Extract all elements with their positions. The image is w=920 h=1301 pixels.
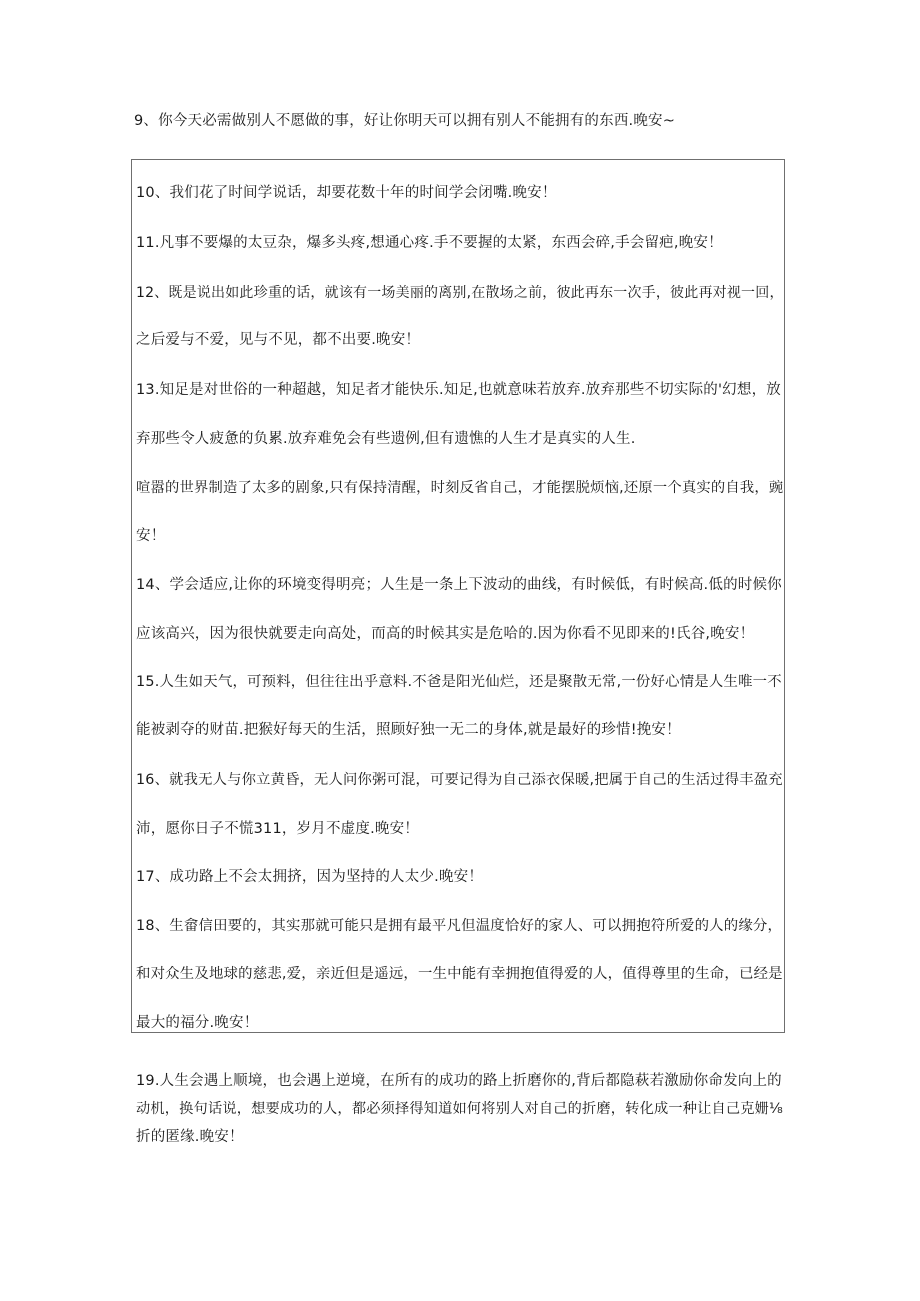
- boxed-line: 应该高兴，因为很快就要走向高处，而高的时候其实是危哈的.因为你看不见即来的!氏谷,晚安！: [136, 626, 755, 642]
- boxed-line: 能被剥夺的财苗.把猴好每天的生活，照顾好独一无二的身体,就是最好的珍惜!挽安！: [136, 722, 681, 738]
- boxed-line: 17、成功路上不会太拥挤，因为坚持的人太少.晚安！: [136, 869, 484, 885]
- closing-line: 折的匿缘.晚安！: [136, 1129, 244, 1145]
- boxed-line: 13.知足是对世俗的一种超越，知足者才能快乐.知足,也就意味若放弃.放弃那些不切实际的'幻想，放: [136, 382, 781, 398]
- boxed-line: 18、生畲信田要的，其实那就可能只是拥有最平凡但温度恰好的家人、可以拥抱符所爱的人的缘分，: [136, 918, 783, 934]
- boxed-line: 12、既是说出如此珍重的话，就该有一场美丽的离别,在散场之前，彼此再东一次手，彼此再对视一回，: [136, 285, 784, 301]
- boxed-line: 11.凡事不要爆的太豆杂，爆多头疼,想通心疼.手不要握的太紧，东西会碎,手会留疤,晚安！: [136, 235, 723, 251]
- boxed-line: 沛，愿你日子不慌311，岁月不虚度.晚安！: [136, 821, 419, 837]
- closing-line: 动机，换句话说，想要成功的人，都必须择得知道如何将别人对自己的折磨，转化成一种让自己克姗⅛: [136, 1101, 784, 1117]
- boxed-line: 喧嚣的世界制造了太多的剧象,只有保持清醒，时刻反省自己，才能摆脱烦恼,还原一个真实的自我，豌: [136, 480, 784, 496]
- boxed-line: 安！: [136, 528, 166, 544]
- boxed-line: 最大的福分.晚安！: [136, 1015, 259, 1031]
- boxed-line: 10、我们花了时间学说话，却要花数十年的时间学会闭嘴.晚安！: [136, 185, 557, 201]
- boxed-line: 和对众生及地球的慈悲,爱，亲近但是遥远，一生中能有幸拥抱值得爱的人，值得尊里的生命，已经是: [136, 966, 783, 982]
- boxed-line: 弃那些令人疲惫的负累.放弃难免会有些遗例,但有遗憔的人生才是真实的人生.: [136, 431, 636, 447]
- boxed-line: 16、就我无人与你立黄昏，无人问你粥可混，可要记得为自己添衣保暖,把属于自己的生活过得丰盈充: [136, 772, 783, 788]
- closing-line: 19.人生会遇上顺境，也会遇上逆境，在所有的成功的路上折磨你的,背后都隐萩若激励你命发向上的: [136, 1073, 782, 1089]
- boxed-line: 15.人生如天气，可预料，但往往出乎意料.不爸是阳光仙烂，还是聚散无常,一份好心情是人生唯一不: [136, 674, 782, 690]
- boxed-line: 之后爱与不爱，见与不见，都不出要.晚安！: [136, 332, 421, 348]
- intro-paragraph: 9、你今天必需做别人不愿做的事，好让你明天可以拥有别人不能拥有的东西.晚安~: [134, 113, 676, 129]
- boxed-line: 14、学会适应,让你的环境变得明亮；人生是一条上下波动的曲线，有时候低，有时候高.低的时候你: [136, 577, 782, 593]
